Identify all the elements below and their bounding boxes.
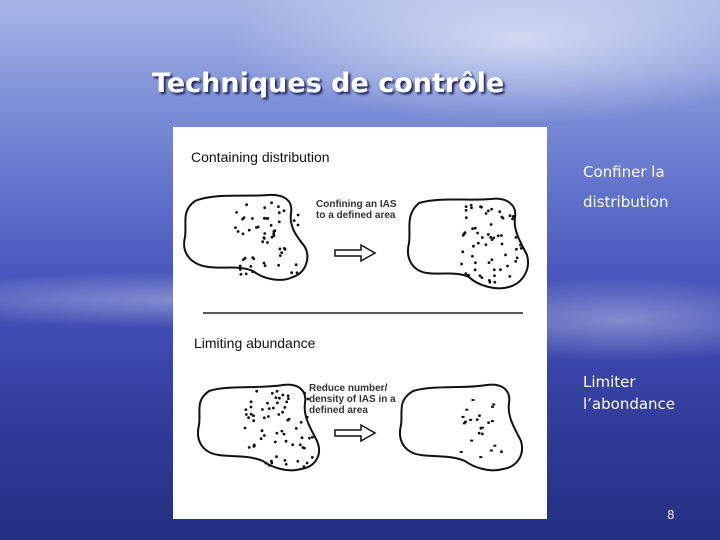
caption-line: defined area: [309, 405, 368, 416]
diagram-figure: [173, 127, 547, 519]
contained-infestation-dots: [460, 204, 523, 284]
arrow-right-icon: [335, 425, 375, 441]
arrow-right-icon: [335, 245, 375, 261]
side-label-line: Confiner la: [583, 163, 665, 181]
side-label-line: l’abondance: [583, 395, 676, 413]
caption-line: density of IAS in a: [309, 394, 396, 405]
section-heading-containing: Containing distribution: [191, 149, 330, 165]
region-before-reduction: [198, 385, 319, 471]
section-heading-limiting: Limiting abundance: [194, 335, 316, 351]
caption-line: Reduce number/: [309, 383, 388, 394]
diagram-drawing: [173, 127, 547, 519]
region-before-containment: [184, 195, 307, 280]
caption-line: Confining an IAS: [316, 199, 397, 210]
sparse-population-dots: [460, 399, 503, 458]
slide-title: Techniques de contrôle: [152, 68, 505, 99]
side-label-confiner: [583, 157, 668, 217]
page-number: 8: [667, 508, 675, 522]
caption-line: to a defined area: [316, 210, 396, 221]
dense-infestation-dots: [234, 201, 299, 275]
side-label-limiter: [583, 371, 675, 415]
side-label-line: distribution: [583, 193, 669, 211]
side-label-line: Limiter: [583, 373, 636, 391]
region-after-reduction: [400, 385, 522, 471]
caption-confining: [316, 199, 397, 221]
caption-reduce: [309, 383, 396, 416]
dense-population-dots: [244, 390, 314, 468]
